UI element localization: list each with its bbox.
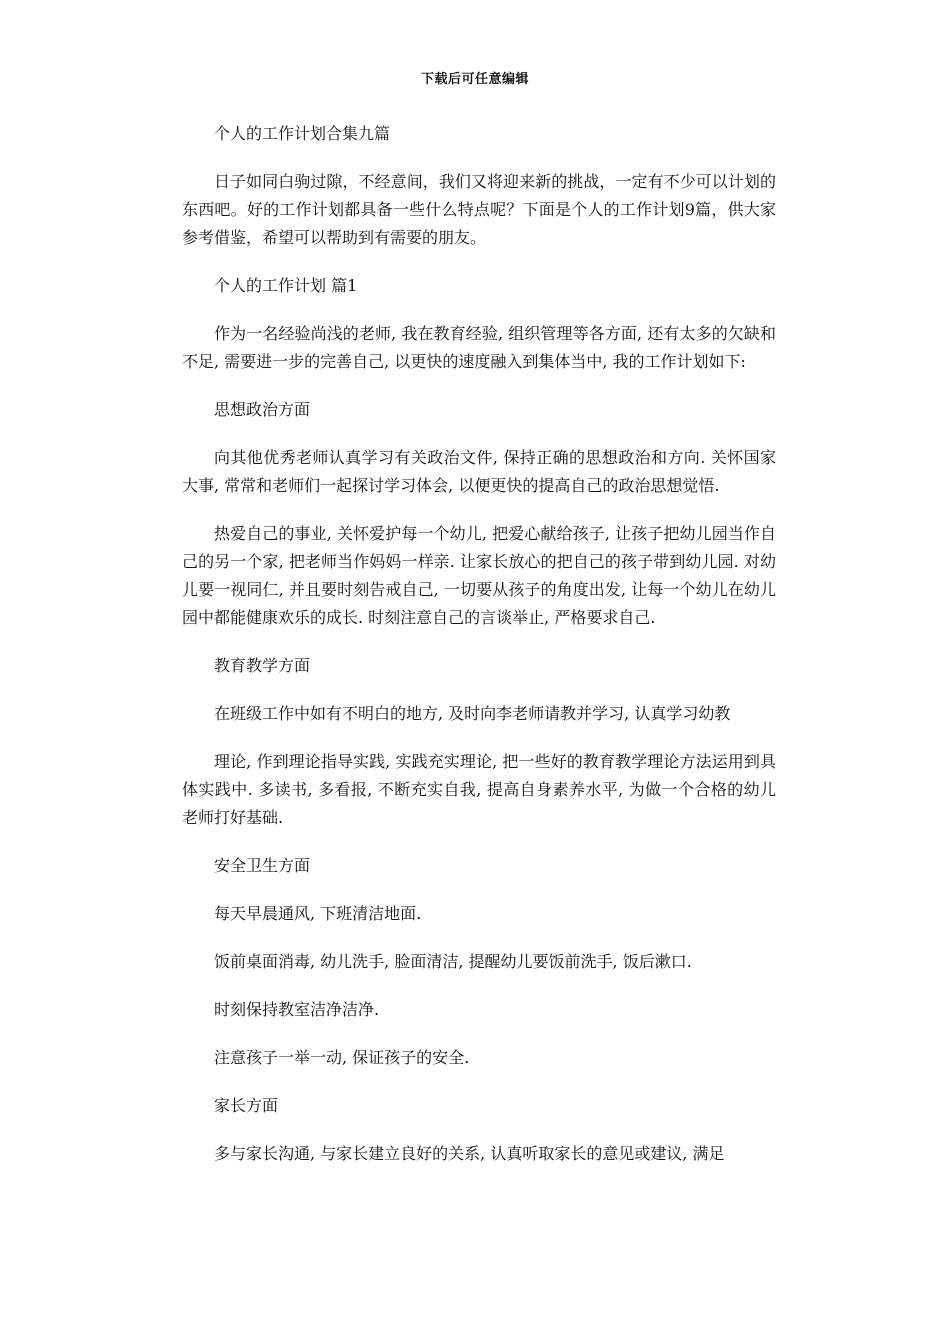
paragraph: 注意孩子一举一动, 保证孩子的安全. <box>214 1048 470 1067</box>
subheading-politics: 思想政治方面 <box>214 400 311 419</box>
paragraph: 作为一名经验尚浅的老师, 我在教育经验, 组织管理等各方面, 还有太多的欠缺和不足, 需要进一步的完善自己, 以更快的速度融入到集体当中, 我的工作计划如下: <box>182 324 776 371</box>
paragraph: 时刻保持教室洁净洁净. <box>214 1000 380 1019</box>
paragraph: 理论, 作到理论指导实践, 实践充实理论, 把一些好的教育教学理论方法运用到具体实践中. 多读书, 多看报, 不断充实自我, 提高自身素养水平, 为做一个合格的幼儿老师打好基础. <box>182 752 776 827</box>
subheading-parents: 家长方面 <box>214 1096 279 1115</box>
paragraph: 向其他优秀老师认真学习有关政治文件, 保持正确的思想政治和方向. 关怀国家大事, 常常和老师们一起探讨学习体会, 以便更快的提高自己的政治思想觉悟. <box>182 448 776 495</box>
document-body <box>182 120 776 1188</box>
intro-paragraph: 日子如同白驹过隙，不经意间，我们又将迎来新的挑战，一定有不少可以计划的东西吧。好的工作计划都具备一些什么特点呢？下面是个人的工作计划9篇，供大家参考借鉴，希望可以帮助到有需要的朋友。 <box>182 172 776 247</box>
subheading-teaching: 教育教学方面 <box>214 656 311 675</box>
section-heading: 个人的工作计划 篇1 <box>214 276 358 295</box>
subheading-safety: 安全卫生方面 <box>214 856 311 875</box>
download-note: 下载后可任意编辑 <box>420 72 529 87</box>
paragraph: 饭前桌面消毒, 幼儿洗手, 脸面清洁, 提醒幼儿要饭前洗手, 饭后漱口. <box>214 952 692 971</box>
paragraph: 在班级工作中如有不明白的地方, 及时向李老师请教并学习, 认真学习幼教 <box>214 704 731 723</box>
paragraph: 多与家长沟通, 与家长建立良好的关系, 认真听取家长的意见或建议, 满足 <box>214 1144 725 1163</box>
paragraph: 每天早晨通风, 下班清洁地面. <box>214 904 422 923</box>
document-title: 个人的工作计划合集九篇 <box>214 124 391 143</box>
paragraph: 热爱自己的事业, 关怀爱护每一个幼儿, 把爱心献给孩子, 让孩子把幼儿园当作自己的另一个家, 把老师当作妈妈一样亲. 让家长放心的把自己的孩子带到幼儿园. 对幼儿要一视同仁, 并且要时刻告戒自己, 一切要从孩子的角度出发, 让每一个幼儿在幼儿园中都能健康欢乐的成长. 时刻注意自己的言谈举止, 严格要求自己. <box>182 524 776 627</box>
